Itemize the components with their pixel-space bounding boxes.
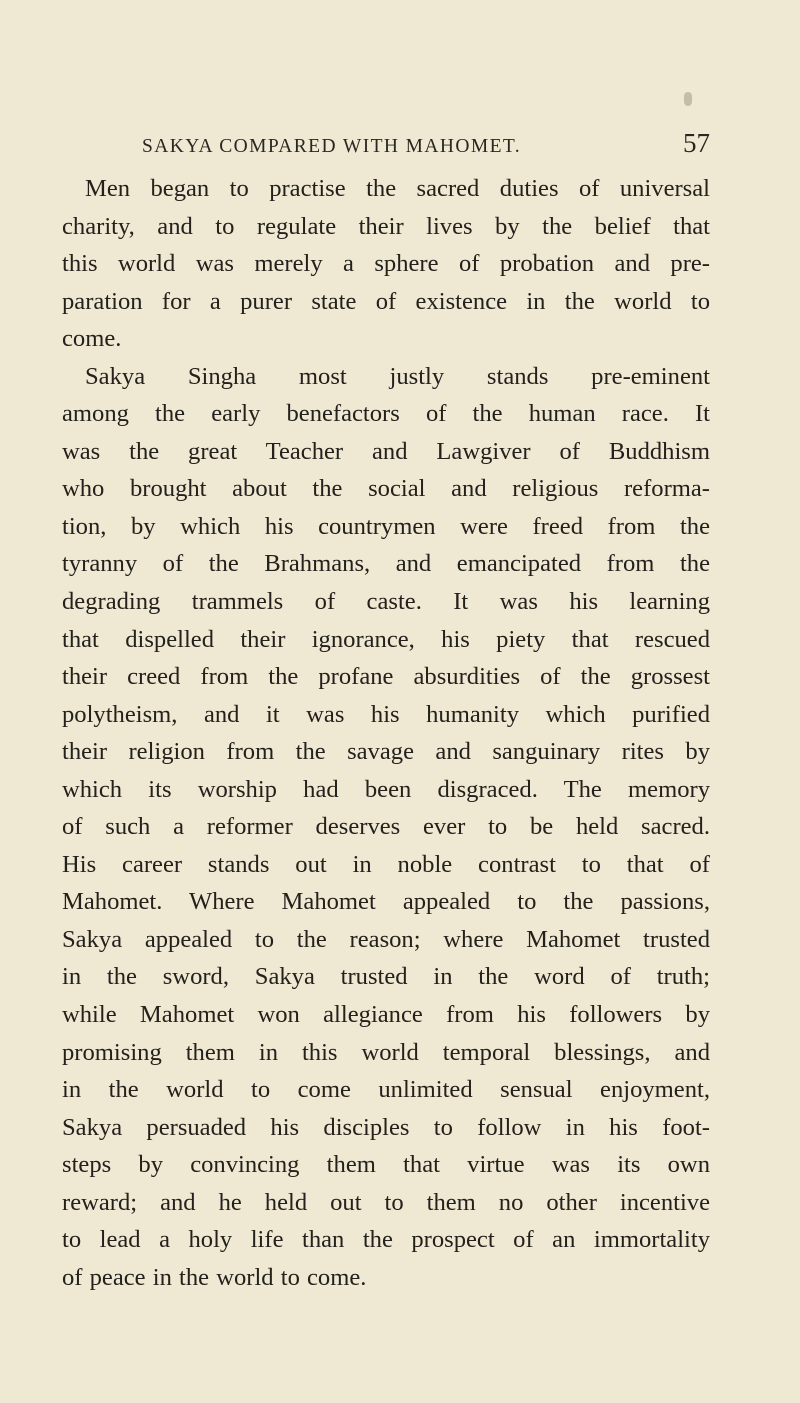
text-line: was the great Teacher and Lawgiver of Buddhism — [62, 437, 710, 465]
text-line: reward; and he held out to them no other incentive — [62, 1188, 710, 1216]
text-line: Sakya Singha most justly stands pre-eminent — [85, 362, 710, 390]
ink-smudge — [684, 92, 692, 106]
text-line: tion, by which his countrymen were freed from the — [62, 512, 710, 540]
text-line: Sakya appealed to the reason; where Mahomet trusted — [62, 925, 710, 953]
text-line: degrading trammels of caste. It was his learning — [62, 588, 710, 616]
body-text — [62, 170, 710, 1296]
running-title: SAKYA COMPARED WITH MAHOMET. — [142, 136, 522, 157]
text-line: come. — [62, 325, 122, 353]
text-line: of peace in the world to come. — [62, 1263, 367, 1291]
paragraph-1 — [62, 170, 710, 358]
text-line: polytheism, and it was his humanity which purified — [62, 700, 710, 728]
text-line: Men began to practise the sacred duties of universal — [85, 175, 710, 202]
text-line: their creed from the profane absurdities of the grossest — [62, 663, 710, 691]
text-line: steps by convincing them that virtue was its own — [62, 1151, 710, 1179]
text-line: promising them in this world temporal blessings, and — [62, 1038, 710, 1066]
text-line: paration for a purer state of existence in the world to — [62, 287, 710, 315]
text-line: while Mahomet won allegiance from his followers by — [62, 1001, 710, 1029]
text-line: tyranny of the Brahmans, and emancipated from the — [62, 550, 710, 578]
text-line: this world was merely a sphere of probation and pre- — [62, 250, 710, 278]
text-line: Sakya persuaded his disciples to follow in his foot- — [62, 1113, 710, 1141]
text-line: to lead a holy life than the prospect of an immortality — [62, 1226, 710, 1254]
text-line: their religion from the savage and sanguinary rites by — [62, 738, 710, 766]
running-head — [142, 126, 710, 166]
paragraph-2 — [62, 358, 710, 1297]
text-line: of such a reformer deserves ever to be held sacred. — [62, 813, 710, 841]
text-line: in the sword, Sakya trusted in the word of truth; — [62, 963, 710, 991]
text-line: charity, and to regulate their lives by the belief that — [62, 212, 710, 240]
text-line: His career stands out in noble contrast to that of — [62, 850, 710, 878]
text-line: that dispelled their ignorance, his piety that rescued — [62, 625, 710, 653]
text-line: which its worship had been disgraced. The memory — [62, 775, 710, 803]
text-line: Mahomet. Where Mahomet appealed to the passions, — [62, 888, 710, 916]
text-line: who brought about the social and religious reforma- — [62, 475, 710, 503]
text-line: among the early benefactors of the human race. It — [62, 400, 710, 428]
page-number: 57 — [683, 128, 710, 158]
text-line: in the world to come unlimited sensual enjoyment, — [62, 1076, 710, 1104]
